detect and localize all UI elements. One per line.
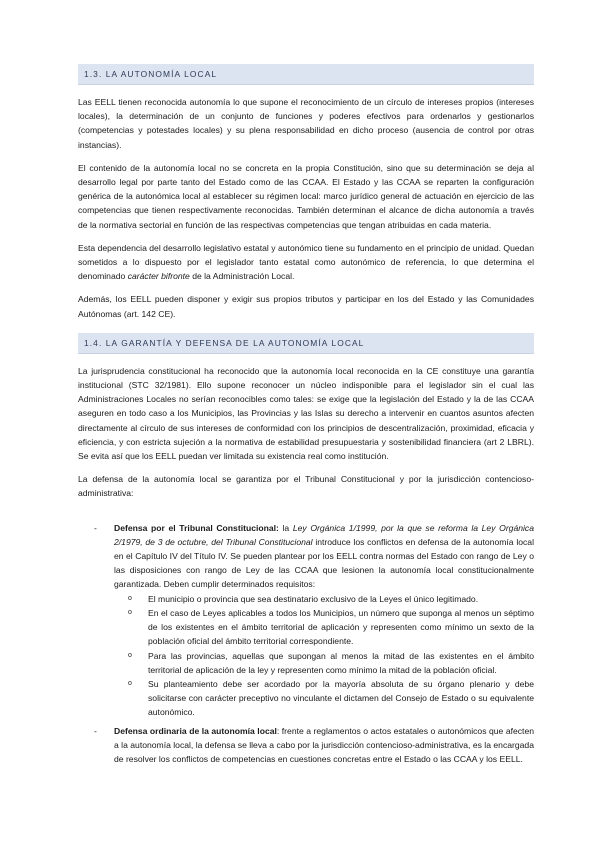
list-item-text: El municipio o provincia que sea destinatario exclusivo de la Leyes el único legitimado. — [148, 593, 479, 604]
paragraph — [78, 241, 534, 284]
section-heading-autonomia-local: 1.3. LA AUTONOMÍA LOCAL — [78, 64, 534, 85]
circle-bullet: o — [128, 679, 132, 687]
list-item-constitutional-defense — [78, 521, 534, 720]
list-item — [114, 606, 534, 649]
text-run: introduce los conflictos en defensa de la autonomía local en el Capítulo IV del Título IV. Se pueden plantear por los EELL contra normas del Estado con rango de Ley o las disposiciones con rango de Ley de las CCAA que lesionen la autonomía local constitucionalmente garantizada. Deben cumplir determinados requisitos: — [114, 536, 534, 590]
italic-term: carácter bifronte — [127, 271, 190, 282]
text-run: la — [278, 522, 293, 533]
list-item — [114, 592, 534, 606]
paragraph: Además, los EELL pueden disponer y exigir sus propios tributos y participar en los del Estado y las Comunidades Autónomas (art. 142 CE). — [78, 294, 534, 319]
paragraph: La defensa de la autonomía local se garantiza por el Tribunal Constitucional y por la jurisdicción contencioso-administrativa: — [78, 474, 534, 499]
section-heading-garantia-defensa: 1.4. LA GARANTÍA Y DEFENSA DE LA AUTONOMÍA LOCAL — [78, 333, 534, 354]
italic-law-title: Ley Orgánica 1/1999, por la que se reforma la Ley Orgánica 2/1979, de 3 de octubre, del Tribunal Constitucional — [114, 522, 534, 547]
paragraph: Las EELL tienen reconocida autonomía lo que supone el reconocimiento de un círculo de intereses propios (intereses locales), la determinación de un conjunto de funciones y poderes efectivos para ordenarlos y gestionarlos (competencias y potestades locales) y su plena responsabilidad en dicho proceso (ausencia de control por otras instancias). — [78, 97, 534, 150]
circle-bullet: o — [128, 651, 132, 659]
text-run: Esta dependencia del desarrollo legislativo estatal y autonómico tiene su fundamento en el principio de unidad. Quedan sometidos a lo dispuesto por el legislador tanto estatal como autonómico de referencia, lo que determina el denominado — [78, 242, 534, 282]
list-item-text: Su planteamiento debe ser acordado por la mayoría absoluta de su órgano plenario y debe solicitarse con carácter preceptivo no vinculante el dictamen del Consejo de Estado o su equivalente autonómico. — [148, 678, 534, 718]
text-run: : frente a reglamentos o actos estatales o autonómicos que afecten a la autonomía local, la defensa se lleva a cabo por la jurisdicción contencioso-administrativa, es la encargada de resolver los conflictos de competencias en cuestiones concretas entre el Estado o las CCAA y los EELL. — [114, 725, 535, 764]
circle-bullet: o — [128, 608, 132, 616]
list-item-ordinary-defense — [78, 724, 534, 767]
requirements-list — [114, 592, 534, 720]
paragraph: La jurisprudencia constitucional ha reconocido que la autonomía local reconocida en la CE constituye una garantía institucional (STC 32/1981). Ello supone reconocer un núcleo indisponible para el legislador sin el cual las Administraciones Locales no serían reconocibles como tales: se exige que la legislación del Estado y la de las CCAA aseguren en todo caso a los Municipios, las Provincias y las Islas su derecho a intervenir en cuantos asuntos afecten directamente al círculo de sus intereses de conformidad con los principios de descentralización, proximidad, eficacia y eficiencia, y con estricta sujeción a la normativa de estabilidad presupuestaria y sostenibilidad financiera (art 2 LBRL). Se evita así que los EELL puedan ver limitada su existencia real como institución. — [78, 365, 534, 462]
dash-bullet: - — [94, 725, 97, 736]
list-item-text: Para las provincias, aquellas que supongan al menos la mitad de las existentes en el ámbito territorial de aplicación de la ley y representen como mínimo la mitad de la población oficial. — [148, 650, 534, 675]
list-item — [114, 677, 534, 720]
list-item-text: En el caso de Leyes aplicables a todos los Municipios, un número que suponga al menos un séptimo de los existentes en el ámbito territorial de aplicación y representen como mínimo un sexto de la población oficial del ámbito territorial correspondiente. — [148, 607, 534, 647]
circle-bullet: o — [128, 594, 132, 602]
paragraph: El contenido de la autonomía local no se concreta en la propia Constitución, sino que su determinación se deja al desarrollo legal por parte tanto del Estado como de las CCAA. El Estado y las CCAA se reparten la configuración genérica de la autonómica local al establecer su régimen local: marco jurídico general de actuación en ejercicio de las competencias que tienen respectivamente reconocidas. También determinan el alcance de dicha autonomía a través de la normativa sectorial en función de las respectivas competencias que tengan atribuidas en cada materia. — [78, 162, 534, 230]
text-run: de la Administración Local. — [189, 271, 295, 282]
list-item — [114, 649, 534, 677]
dash-bullet: - — [94, 522, 97, 533]
bold-label: Defensa por el Tribunal Constitucional: — [114, 522, 279, 533]
bold-label: Defensa ordinaria de la autonomía local — [114, 725, 277, 736]
defense-list — [78, 521, 534, 766]
